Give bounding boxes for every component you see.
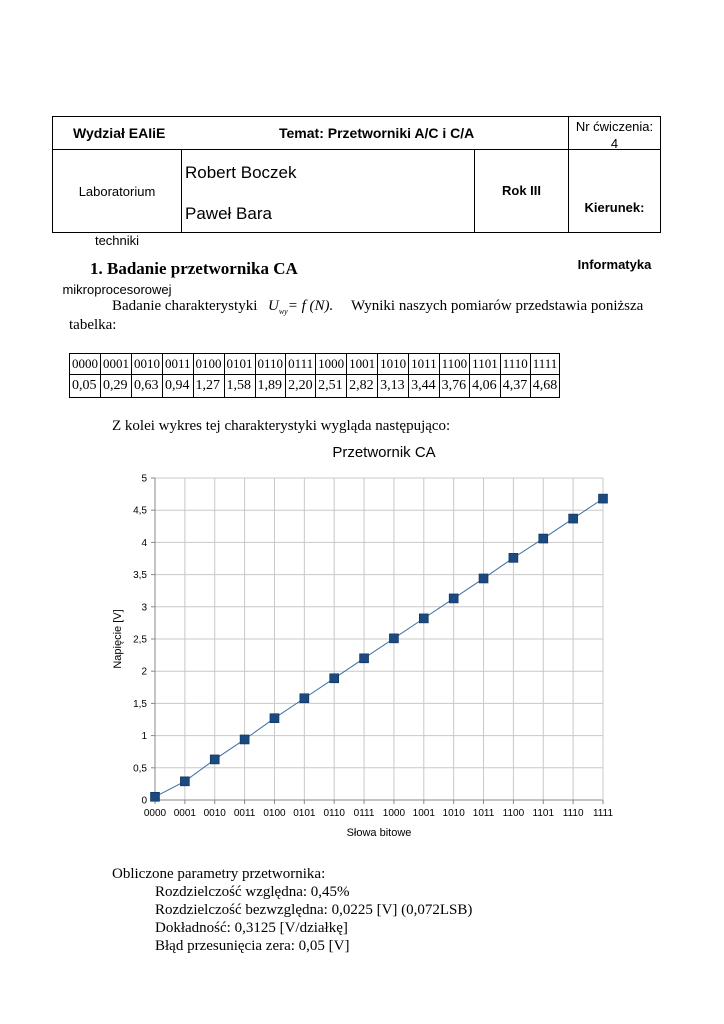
field-line-1: Kierunek:	[584, 200, 645, 215]
table-cell-code: 1101	[470, 354, 501, 375]
table-cell-code: 0010	[132, 354, 163, 375]
lab-line-1: Laboratorium	[78, 184, 156, 199]
x-tick-label: 1010	[442, 808, 465, 819]
data-point	[240, 735, 249, 744]
chart-svg	[100, 438, 620, 848]
topic-cell	[224, 116, 569, 150]
x-tick-label: 0101	[293, 808, 316, 819]
y-tick-label: 3,5	[133, 570, 147, 582]
data-point	[569, 514, 578, 523]
faculty-label: Wydział EAIiE	[73, 125, 166, 141]
formula-sub: wy	[278, 307, 288, 316]
section-heading: 1. Badanie przetwornika CA	[90, 259, 298, 278]
x-tick-label: 1110	[562, 808, 584, 819]
data-point	[210, 755, 219, 764]
table-cell-code: 0111	[286, 354, 316, 375]
formula-rest: = f (N).	[287, 298, 334, 314]
param-absolute-resolution: Rozdzielczość bezwzględna: 0,0225 [V] (0,072LSB)	[155, 902, 473, 918]
data-point	[151, 792, 160, 801]
table-cell-value: 4,37	[500, 375, 530, 398]
table-cell-value: 1,89	[255, 375, 286, 398]
x-tick-label: 1100	[502, 808, 525, 819]
table-row-values	[70, 375, 560, 398]
table-cell-value: 3,44	[409, 375, 440, 398]
table-cell-code: 1000	[316, 354, 347, 375]
y-tick-label: 3	[141, 602, 147, 614]
x-tick-label: 0000	[143, 808, 167, 819]
data-point	[419, 614, 428, 623]
data-point	[180, 777, 189, 786]
table-row-codes	[70, 354, 560, 375]
data-point	[270, 714, 279, 723]
table-cell-value: 3,13	[378, 375, 409, 398]
data-point	[509, 553, 518, 562]
data-point	[360, 654, 369, 663]
table-cell-code: 0100	[193, 354, 224, 375]
table-cell-code: 0000	[70, 354, 101, 375]
table-cell-value: 2,51	[316, 375, 347, 398]
table-cell-code: 1110	[500, 354, 530, 375]
exercise-number: 4	[610, 136, 619, 151]
author-1: Robert Boczek	[185, 163, 297, 182]
lab-line-3: mikroprocesorowej	[62, 282, 172, 297]
y-tick-label: 0,5	[133, 763, 147, 775]
param-zero-offset: Błąd przesunięcia zera: 0,05 [V]	[155, 938, 350, 954]
y-axis-label: Napięcie [V]	[112, 609, 124, 669]
x-axis-label: Słowa bitowe	[346, 827, 412, 839]
year-label: Rok III	[501, 183, 541, 198]
x-tick-label: 1011	[472, 808, 495, 819]
lab-cell	[52, 149, 182, 297]
data-point	[389, 634, 398, 643]
exercise-label: Nr ćwiczenia:	[575, 119, 654, 134]
x-tick-label: 1111	[592, 808, 614, 819]
table-cell-code: 0001	[101, 354, 132, 375]
x-tick-label: 0011	[233, 808, 256, 819]
x-tick-label: 1101	[532, 808, 555, 819]
x-tick-label: 1000	[382, 808, 406, 819]
faculty-cell	[52, 116, 224, 150]
data-point	[330, 674, 339, 683]
y-tick-label: 4,5	[133, 505, 147, 517]
table-cell-value: 2,20	[286, 375, 316, 398]
table-cell-value: 0,63	[132, 375, 163, 398]
table-cell-code: 1100	[439, 354, 470, 375]
x-tick-label: 0010	[203, 808, 226, 819]
data-point	[479, 574, 488, 583]
series-line	[155, 499, 603, 797]
data-point	[539, 534, 548, 543]
chart	[100, 438, 620, 848]
table-cell-code: 0011	[163, 354, 194, 375]
table-cell-value: 0,05	[70, 375, 101, 398]
table-cell-value: 4,68	[530, 375, 560, 398]
param-accuracy: Dokładność: 0,3125 [V/działkę]	[155, 920, 348, 936]
chart-intro: Z kolei wykres tej charakterystyki wygląda następująco:	[112, 418, 451, 434]
data-point	[599, 494, 608, 503]
table-cell-value: 2,82	[347, 375, 378, 398]
exercise-cell	[568, 116, 661, 150]
x-tick-label: 0110	[323, 808, 345, 819]
table-cell-code: 1011	[409, 354, 440, 375]
y-tick-label: 1,5	[133, 698, 147, 710]
paragraph-intro-end: Wyniki naszych pomiarów przedstawia poniższa	[351, 298, 644, 314]
field-line-2: Informatyka	[577, 257, 652, 272]
y-tick-label: 0	[141, 795, 147, 807]
field-cell	[568, 149, 661, 272]
table-cell-code: 1010	[378, 354, 409, 375]
y-tick-label: 5	[141, 473, 147, 485]
param-relative-resolution: Rozdzielczość względna: 0,45%	[155, 884, 350, 900]
data-point	[300, 694, 309, 703]
table-cell-code: 1001	[347, 354, 378, 375]
y-tick-label: 4	[141, 537, 147, 549]
table-cell-code: 1111	[530, 354, 560, 375]
paragraph-intro-cont: tabelka:	[69, 317, 117, 333]
parameters	[112, 865, 472, 955]
table-cell-value: 1,27	[193, 375, 224, 398]
y-tick-label: 1	[141, 731, 147, 743]
formula-u: U	[268, 298, 279, 314]
x-tick-label: 1001	[412, 808, 435, 819]
table-cell-code: 0101	[224, 354, 255, 375]
table-cell-value: 0,29	[101, 375, 132, 398]
formula	[268, 298, 333, 316]
authors-cell	[181, 149, 475, 233]
x-tick-label: 0100	[263, 808, 286, 819]
y-tick-label: 2,5	[133, 634, 147, 646]
params-heading: Obliczone parametry przetwornika:	[112, 866, 326, 882]
paragraph-intro-start: Badanie charakterystyki	[112, 298, 258, 314]
table-cell-value: 4,06	[470, 375, 501, 398]
table-cell-code: 0110	[255, 354, 286, 375]
x-tick-label: 0001	[173, 808, 196, 819]
table-cell-value: 3,76	[439, 375, 470, 398]
table-cell-value: 1,58	[224, 375, 255, 398]
x-tick-label: 0111	[353, 808, 375, 819]
author-2: Paweł Bara	[185, 204, 272, 223]
topic-label: Temat: Przetworniki A/C i C/A	[279, 125, 475, 141]
table-cell-value: 0,94	[163, 375, 194, 398]
year-cell	[474, 149, 569, 233]
y-tick-label: 2	[141, 666, 147, 678]
data-point	[449, 594, 458, 603]
measurement-table	[69, 353, 560, 398]
chart-title: Przetwornik CA	[332, 444, 436, 461]
lab-line-2: techniki	[94, 233, 140, 248]
